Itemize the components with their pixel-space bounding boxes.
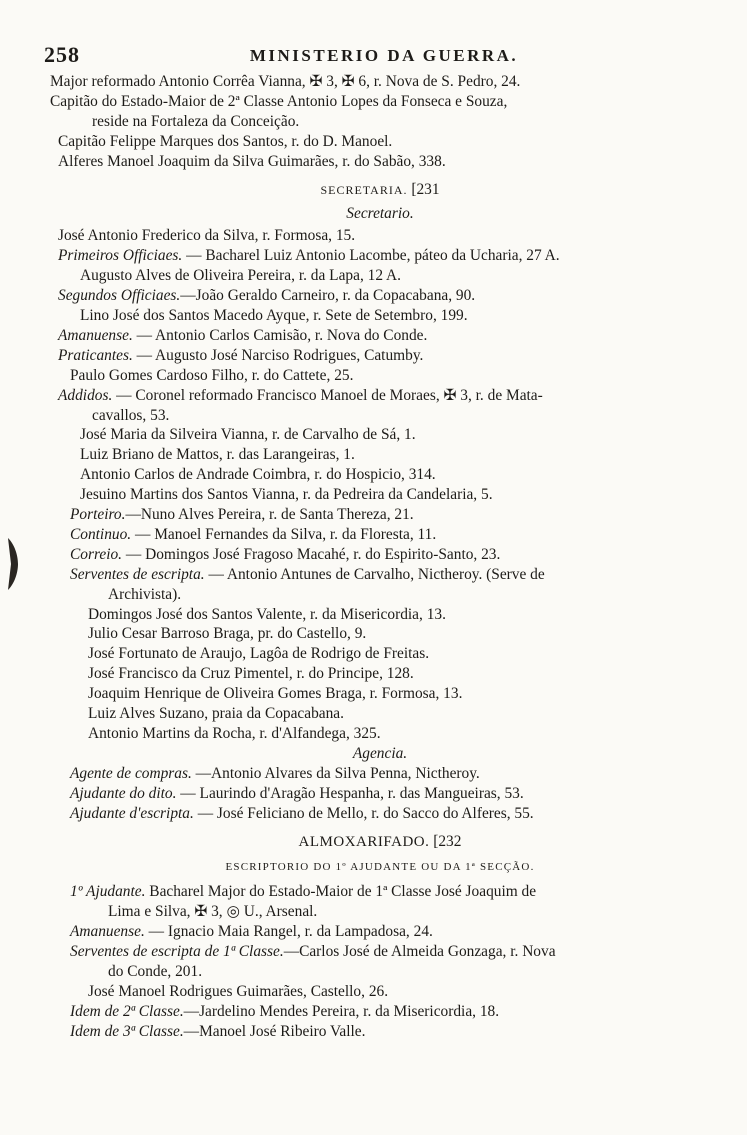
agencia-title: Agencia. — [352, 744, 408, 762]
primeiros-text: — Bacharel Luiz Antonio Lacombe, páteo da Ucharia, 27 A. — [182, 247, 560, 265]
entry-serventes-2: Domingos José dos Santos Valente, r. da Misericordia, 13. — [88, 605, 446, 623]
continuo-label: Continuo. — [70, 525, 132, 543]
entry-porteiro — [50, 505, 710, 525]
section-heading-almoxarifado — [50, 832, 710, 853]
entry-ajudante-dito — [50, 784, 710, 804]
entry-idem-2-classe — [50, 1002, 710, 1022]
idem-2-text: —Jardelino Mendes Pereira, r. da Misericordia, 18. — [183, 1002, 500, 1020]
amanuense-label: Amanuense. — [58, 326, 133, 344]
subheading-agencia — [50, 744, 710, 764]
entry-primeiros-officiaes — [50, 246, 710, 266]
segundos-text: —João Geraldo Carneiro, r. da Copacabana, 90. — [180, 287, 476, 305]
almoxarifado-title: ALMOXARIFADO. — [298, 833, 430, 850]
ajudante-escripta-text: — José Feliciano de Mello, r. do Sacco do Alferes, 55. — [193, 804, 534, 822]
entry-addidos-3: Luiz Briano de Mattos, r. das Larangeiras, 1. — [80, 446, 355, 464]
ajudante-dito-text: — Laurindo d'Aragão Hespanha, r. das Mangueiras, 53. — [176, 784, 524, 802]
praticantes-label: Praticantes. — [58, 346, 133, 364]
primeiro-ajudante-label: 1º Ajudante. — [70, 883, 146, 901]
almox-serventes-label: Serventes de escripta de 1ª Classe. — [70, 943, 284, 961]
entry-major-vianna: Major reformado Antonio Corrêa Vianna, ✠ 3, ✠ 6, r. Nova de S. Pedro, 24. — [50, 73, 521, 90]
entry-serventes-4: José Fortunato de Araujo, Lagôa de Rodrigo de Freitas. — [88, 645, 430, 663]
agente-label: Agente de compras. — [70, 764, 192, 782]
entry-capitao-fonseca-cont: reside na Fortaleza da Conceição. — [92, 112, 300, 130]
entry-serventes-3: Julio Cesar Barroso Braga, pr. do Castello, 9. — [88, 625, 367, 643]
almox-amanuense-label: Amanuense. — [70, 923, 145, 941]
entry-correio — [50, 545, 710, 565]
praticantes-text: — Augusto José Narciso Rodrigues, Catumby. — [132, 346, 424, 364]
entry-idem-3-classe — [50, 1022, 710, 1042]
entry-primeiro-ajudante-cont: Lima e Silva, ✠ 3, ◎ U., Arsenal. — [108, 903, 318, 921]
entry-praticantes — [50, 346, 710, 366]
correio-text: — Domingos José Fragoso Macahé, r. do Espirito-Santo, 23. — [122, 545, 501, 563]
almoxarifado-number: [232 — [433, 832, 462, 850]
entry-addidos — [50, 386, 710, 406]
agente-text: —Antonio Alvares da Silva Penna, Nictheroy. — [191, 764, 480, 782]
entry-continuo — [50, 525, 710, 545]
entry-alferes-guimaraes: Alferes Manoel Joaquim da Silva Guimarães, r. do Sabão, 338. — [58, 152, 446, 170]
porteiro-label: Porteiro. — [70, 506, 126, 524]
almox-amanuense-text: — Ignacio Maia Rangel, r. da Lampadosa, 24. — [144, 923, 433, 941]
entry-almox-serventes-cont: do Conde, 201. — [108, 962, 203, 980]
entry-praticantes-2: Paulo Gomes Cardoso Filho, r. do Cattete, 25. — [70, 366, 354, 384]
entry-addidos-4: Antonio Carlos de Andrade Coimbra, r. do Hospicio, 314. — [80, 466, 436, 484]
secretaria-title: SECRETARIA. — [320, 182, 408, 197]
running-title: MINISTERIO DA GUERRA. — [249, 46, 519, 65]
section-heading-secretaria — [50, 180, 710, 201]
segundos-label: Segundos Officiaes. — [58, 287, 181, 305]
escriptorio-title: ESCRIPTORIO DO 1º AJUDANTE OU DA 1ª SECÇÃO. — [225, 861, 535, 874]
entry-ajudante-escripta — [50, 804, 710, 824]
primeiro-ajudante-text: Bacharel Major do Estado-Maior de 1ª Classe José Joaquim de — [145, 883, 537, 901]
entry-segundos-officiaes — [50, 286, 710, 306]
entry-primeiros-2: Augusto Alves de Oliveira Pereira, r. da Lapa, 12 A. — [80, 267, 401, 285]
continuo-text: — Manoel Fernandes da Silva, r. da Floresta, 11. — [131, 525, 437, 543]
secretaria-number: [231 — [411, 180, 440, 198]
porteiro-text: —Nuno Alves Pereira, r. de Santa Thereza, 21. — [125, 506, 414, 524]
serventes-label: Serventes de escripta. — [70, 565, 205, 583]
subheading-secretario — [50, 204, 710, 224]
ajudante-dito-label: Ajudante do dito. — [70, 784, 177, 802]
entry-segundos-2: Lino José dos Santos Macedo Ayque, r. Sete de Setembro, 199. — [80, 306, 468, 324]
idem-2-label: Idem de 2ª Classe. — [70, 1002, 184, 1020]
entry-serventes-6: Joaquim Henrique de Oliveira Gomes Braga, r. Formosa, 13. — [88, 685, 463, 703]
entry-capitao-marques: Capitão Felippe Marques dos Santos, r. do D. Manoel. — [58, 132, 393, 150]
addidos-text: — Coronel reformado Francisco Manoel de Moraes, ✠ 3, r. de Mata- — [112, 386, 543, 404]
entry-secretario: José Antonio Frederico da Silva, r. Formosa, 15. — [58, 227, 356, 245]
entry-almox-serventes — [50, 942, 710, 962]
subheading-escriptorio — [50, 856, 710, 878]
entry-addidos-5: Jesuino Martins dos Santos Vianna, r. da Pedreira da Candelaria, 5. — [80, 486, 493, 504]
secretario-title: Secretario. — [346, 205, 414, 223]
entry-agente-compras — [50, 764, 710, 784]
addidos-label: Addidos. — [58, 386, 113, 404]
page-number: 258 — [44, 42, 80, 67]
entry-serventes-8: Antonio Martins da Rocha, r. d'Alfandega, 325. — [88, 725, 381, 742]
document-body — [50, 72, 710, 1042]
correio-label: Correio. — [70, 545, 123, 563]
almox-serventes-text: —Carlos José de Almeida Gonzaga, r. Nova — [283, 943, 556, 961]
ajudante-escripta-label: Ajudante d'escripta. — [70, 804, 194, 822]
entry-almox-amanuense — [50, 922, 710, 942]
entry-addidos-2: José Maria da Silveira Vianna, r. de Carvalho de Sá, 1. — [80, 426, 416, 444]
amanuense-text: — Antonio Carlos Camisão, r. Nova do Conde. — [132, 326, 428, 344]
entry-addidos-cont: cavallos, 53. — [92, 406, 170, 424]
entry-serventes-cont: Archivista). — [108, 585, 182, 603]
page-header — [44, 42, 724, 68]
margin-bracket-mark — [6, 536, 20, 592]
entry-amanuense — [50, 326, 710, 346]
entry-capitao-fonseca: Capitão do Estado-Maior de 2ª Classe Antonio Lopes da Fonseca e Souza, — [50, 92, 508, 110]
entry-serventes — [50, 565, 710, 585]
serventes-text: — Antonio Antunes de Carvalho, Nictheroy. (Serve de — [204, 565, 545, 583]
entry-almox-serventes-2: José Manoel Rodrigues Guimarães, Castello, 26. — [88, 982, 389, 1000]
idem-3-label: Idem de 3ª Classe. — [70, 1022, 184, 1040]
primeiros-label: Primeiros Officiaes. — [58, 247, 183, 265]
entry-serventes-7: Luiz Alves Suzano, praia da Copacabana. — [88, 705, 344, 723]
entry-primeiro-ajudante — [50, 882, 710, 902]
entry-serventes-5: José Francisco da Cruz Pimentel, r. do Principe, 128. — [88, 665, 414, 683]
idem-3-text: —Manoel José Ribeiro Valle. — [183, 1022, 366, 1040]
